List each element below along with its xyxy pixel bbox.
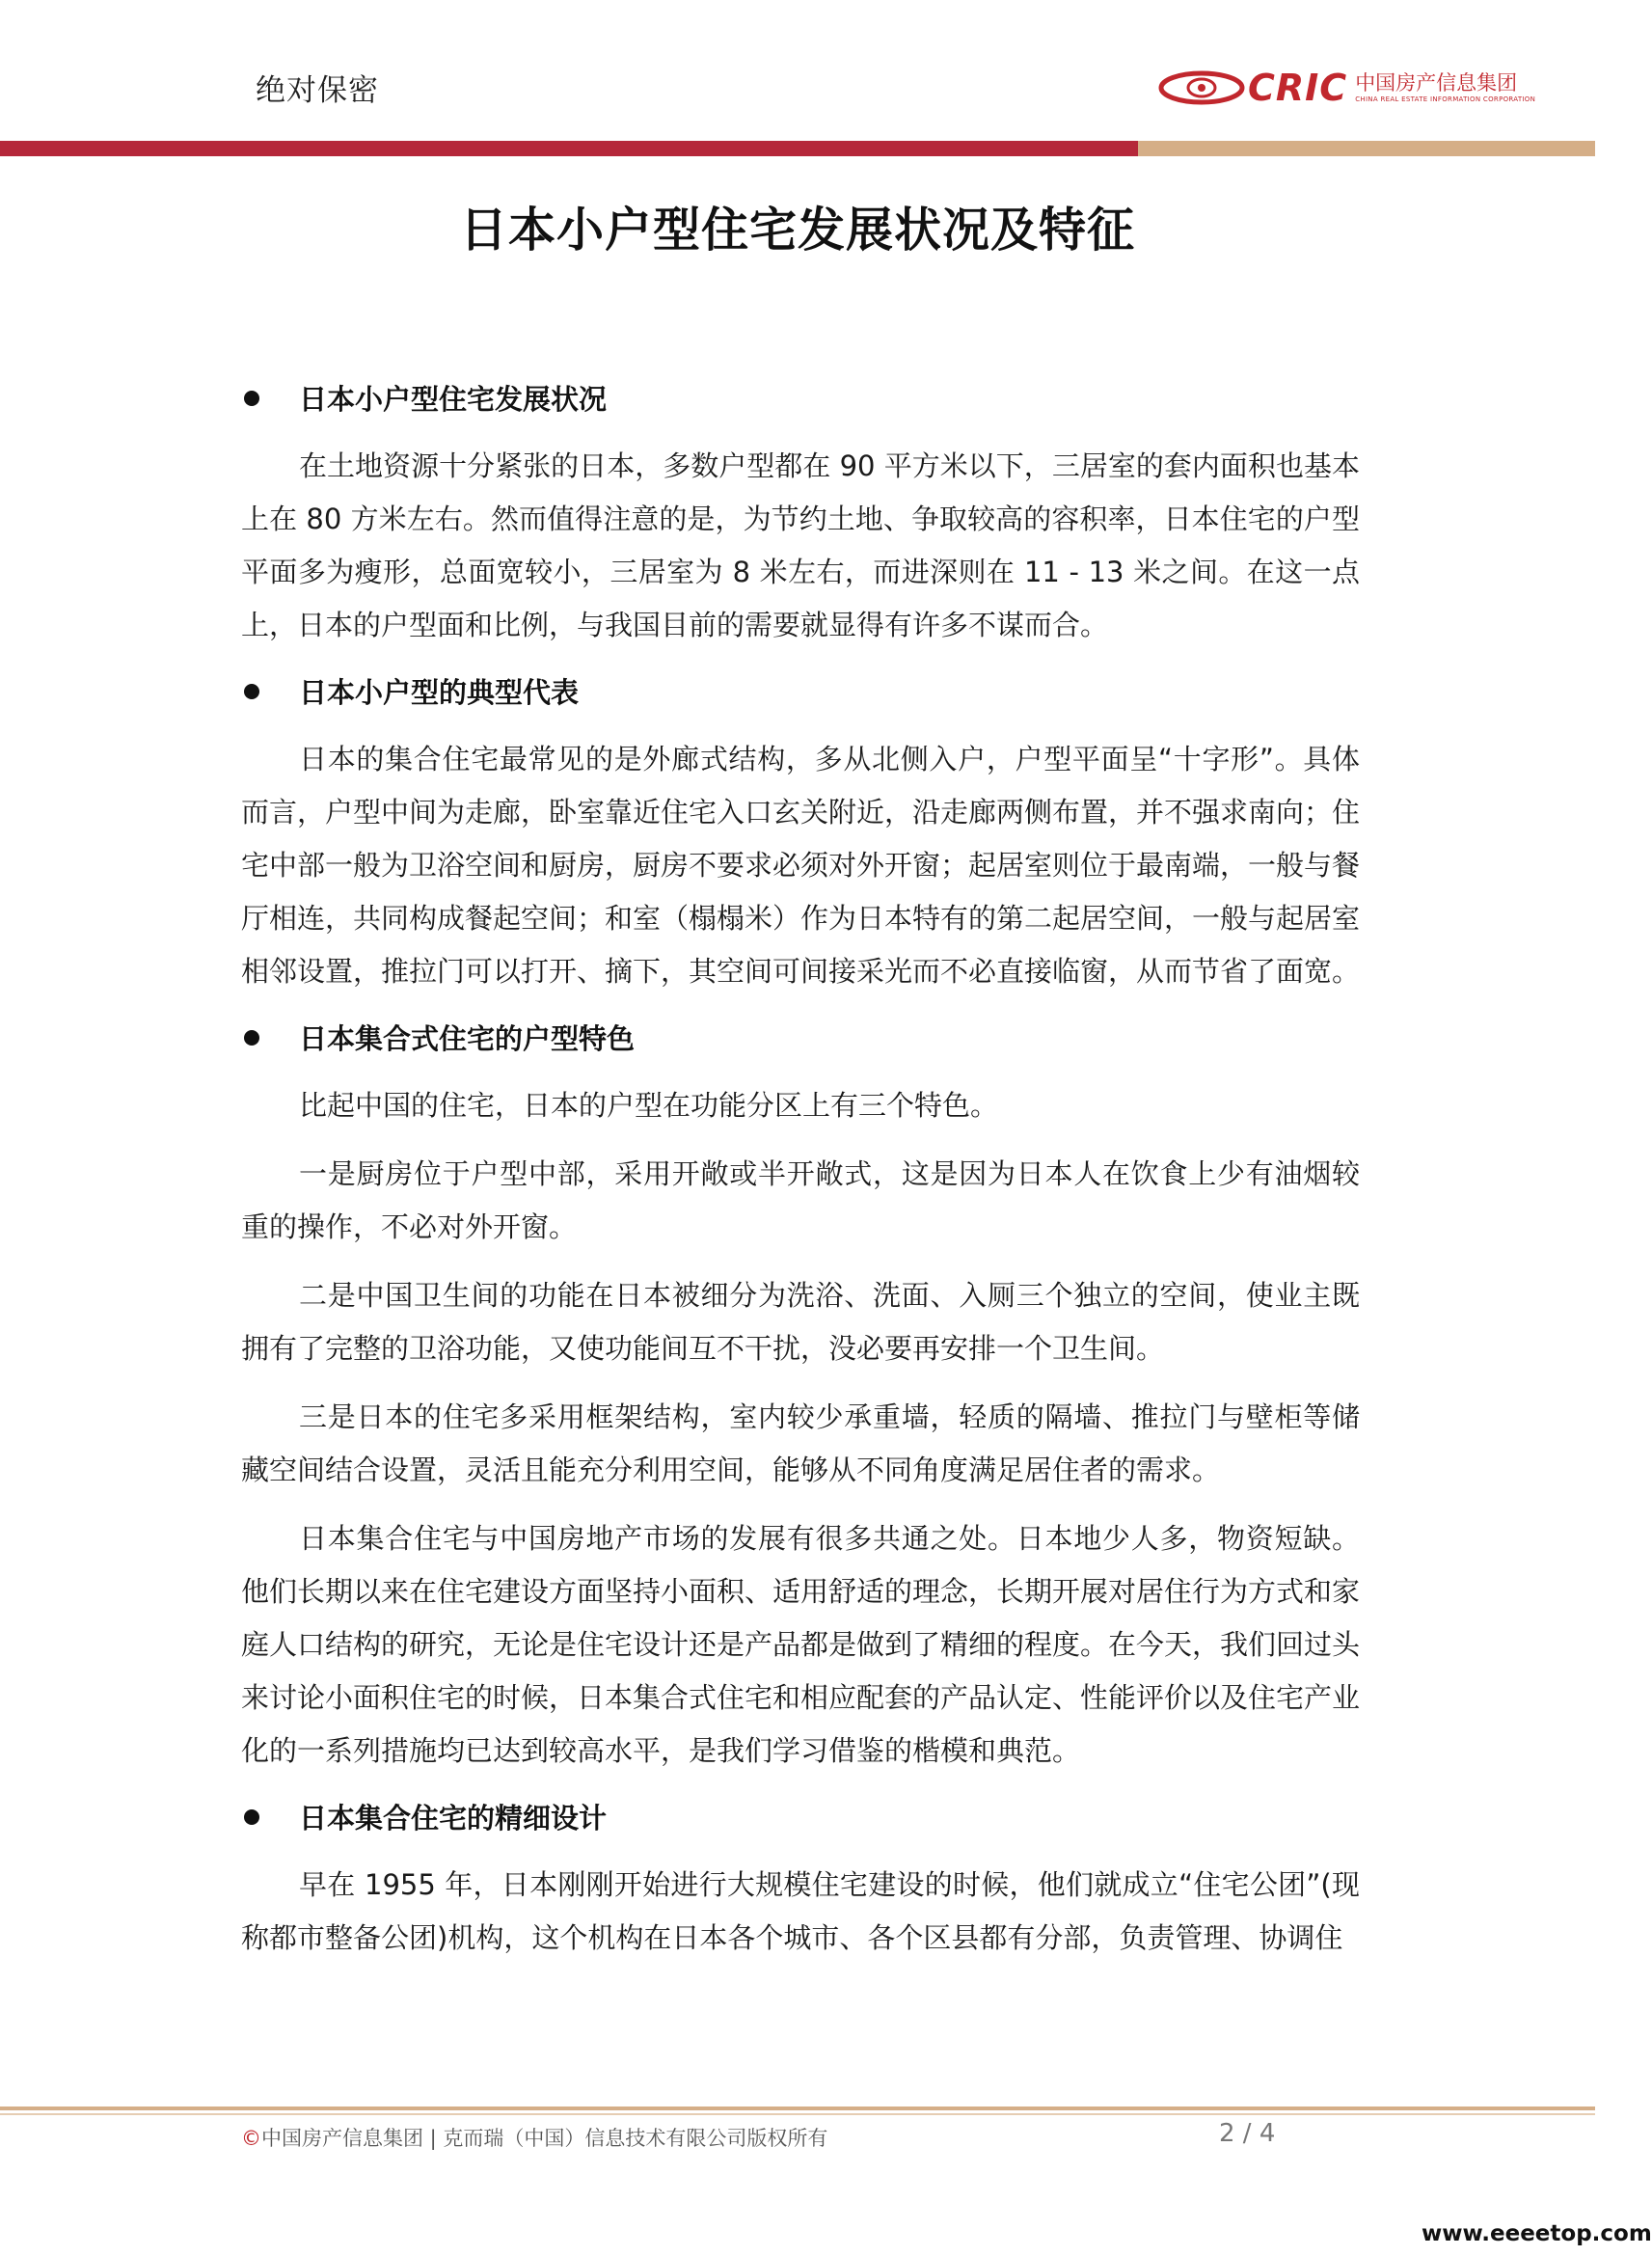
bullet-icon — [244, 391, 259, 406]
section-heading — [241, 1793, 1360, 1843]
paragraph: 早在 1955 年，日本刚刚开始进行大规模住宅建设的时候，他们就成立“住宅公团”(现称都市整备公团)机构，这个机构在日本各个城市、各个区县都有分部，负责管理、协调住 — [241, 1868, 1360, 1954]
header-band-red — [0, 141, 1138, 156]
document-body — [241, 374, 1360, 1980]
section-heading-text: 日本集合式住宅的户型特色 — [299, 1022, 636, 1055]
section-3 — [241, 1014, 1360, 1778]
section-heading — [241, 374, 1360, 424]
cric-logo — [1157, 64, 1553, 112]
bullet-icon — [244, 1030, 259, 1046]
page-number: 2 / 4 — [1219, 2119, 1276, 2148]
footer-rule-thin — [0, 2113, 1595, 2115]
section-heading-text: 日本小户型住宅发展状况 — [299, 383, 608, 416]
copyright-icon: © — [241, 2127, 261, 2150]
logo-company-en: CHINA REAL ESTATE INFORMATION CORPORATION — [1355, 95, 1536, 103]
watermark: www.eeeetop.com — [1422, 2221, 1652, 2246]
paragraph: 比起中国的住宅，日本的户型在功能分区上有三个特色。 — [299, 1089, 999, 1122]
section-heading-text: 日本小户型的典型代表 — [299, 676, 580, 709]
paragraph: 三是日本的住宅多采用框架结构，室内较少承重墙，轻质的隔墙、推拉门与壁柜等储藏空间结合设置，灵活且能充分利用空间，能够从不同角度满足居住者的需求。 — [241, 1400, 1360, 1486]
footer-rule — [0, 2107, 1595, 2110]
section-heading — [241, 667, 1360, 718]
section-heading-text: 日本集合住宅的精细设计 — [299, 1802, 608, 1835]
footer-copyright — [241, 2123, 827, 2152]
section-heading — [241, 1014, 1360, 1064]
logo-brand: CRIC — [1248, 67, 1348, 109]
confidential-label: 绝对保密 — [256, 73, 379, 108]
paragraph: 在土地资源十分紧张的日本，多数户型都在 90 平方米以下，三居室的套内面积也基本上在 80 方米左右。然而值得注意的是，为节约土地、争取较高的容积率，日本住宅的户型平面多为瘦形，总面宽较小，三居室为 8 米左右，而进深则在 11 - 13 米之间。在这一点上，日本的户型面和比例，与我国目前的需要就显得有许多不谋而合。 — [241, 449, 1360, 641]
bullet-icon — [244, 684, 259, 699]
paragraph: 一是厨房位于户型中部，采用开敞或半开敞式，这是因为日本人在饮食上少有油烟较重的操作，不必对外开窗。 — [241, 1157, 1360, 1243]
header-band-tan — [1138, 141, 1595, 156]
section-4 — [241, 1793, 1360, 1965]
section-1 — [241, 374, 1360, 652]
document-title: 日本小户型住宅发展状况及特征 — [459, 203, 1135, 258]
logo-company-cn: 中国房产信息集团 — [1355, 71, 1518, 95]
paragraph: 二是中国卫生间的功能在日本被细分为洗浴、洗面、入厕三个独立的空间，使业主既拥有了完整的卫浴功能，又使功能间互不干扰，没必要再安排一个卫生间。 — [241, 1279, 1360, 1365]
logo-text-block — [1355, 71, 1535, 104]
footer-copyright-text: 中国房产信息集团 | 克而瑞（中国）信息技术有限公司版权所有 — [261, 2127, 828, 2150]
paragraph: 日本集合住宅与中国房地产市场的发展有很多共通之处。日本地少人多，物资短缺。他们长期以来在住宅建设方面坚持小面积、适用舒适的理念，长期开展对居住行为方式和家庭人口结构的研究，无论是住宅设计还是产品都是做到了精细的程度。在今天，我们回过头来讨论小面积住宅的时候，日本集合式住宅和相应配套的产品认定、性能评价以及住宅产业化的一系列措施均已达到较高水平，是我们学习借鉴的楷模和典范。 — [241, 1522, 1361, 1767]
paragraph: 日本的集合住宅最常见的是外廊式结构，多从北侧入户，户型平面呈“十字形”。具体而言，户型中间为走廊，卧室靠近住宅入口玄关附近，沿走廊两侧布置，并不强求南向；住宅中部一般为卫浴空间和厨房，厨房不要求必须对外开窗；起居室则位于最南端，一般与餐厅相连，共同构成餐起空间；和室（榻榻米）作为日本特有的第二起居空间，一般与起居室相邻设置，推拉门可以打开、摘下，其空间可间接采光而不必直接临窗，从而节省了面宽。 — [241, 743, 1361, 988]
section-2 — [241, 667, 1360, 998]
bullet-icon — [244, 1809, 259, 1825]
cric-swoosh-icon — [1157, 67, 1246, 109]
